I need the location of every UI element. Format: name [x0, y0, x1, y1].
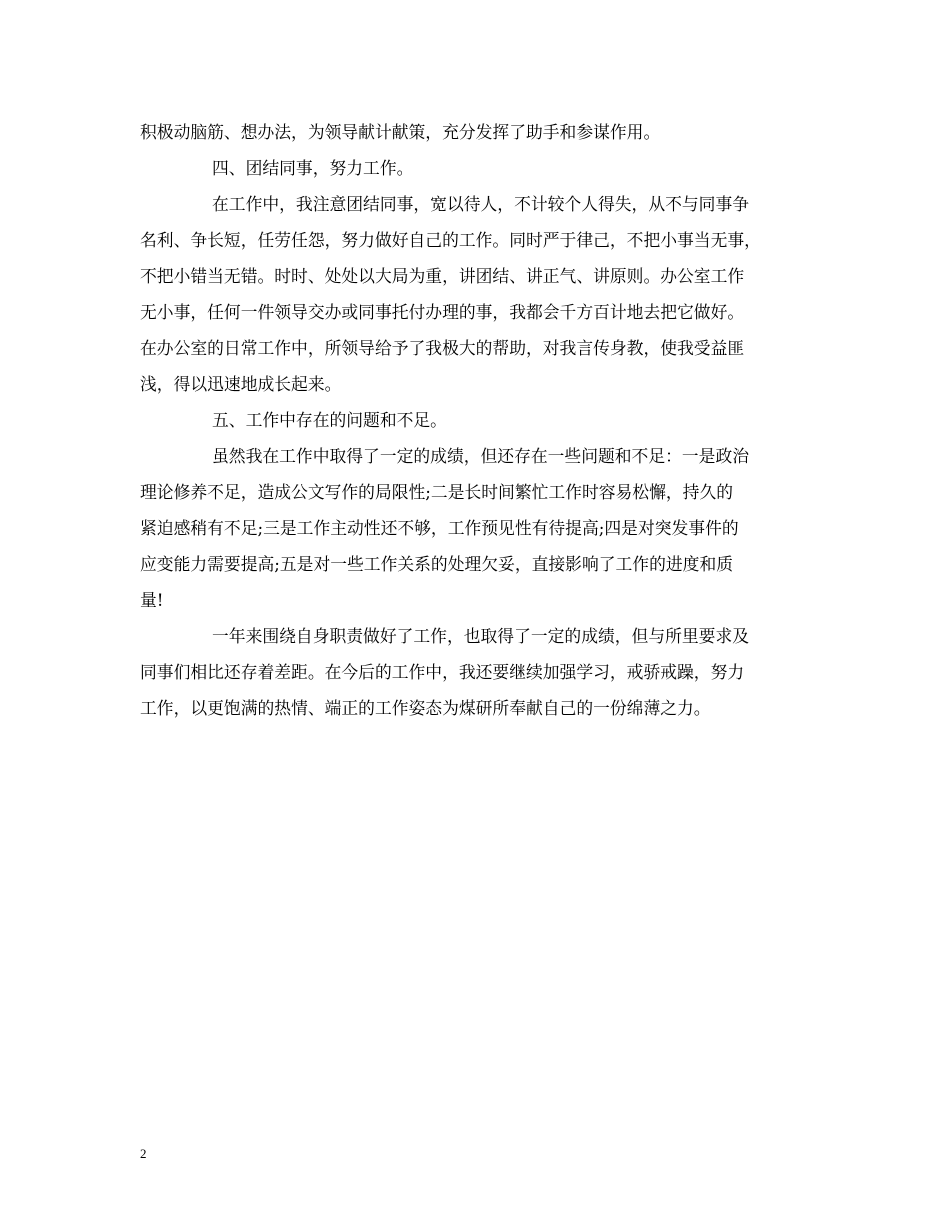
- text-line: 理论修养不足，造成公文写作的局限性;二是长时间繁忙工作时容易松懈，持久的: [140, 482, 734, 502]
- text-line: 紧迫感稍有不足;三是工作主动性还不够，工作预见性有待提高;四是对突发事件的: [140, 518, 739, 538]
- section-heading-four: 四、团结同事，努力工作。: [212, 158, 414, 178]
- section-heading-five: 五、工作中存在的问题和不足。: [212, 410, 447, 430]
- text-line: 积极动脑筋、想办法，为领导献计献策，充分发挥了助手和参谋作用。: [140, 122, 661, 142]
- text-line: 不把小错当无错。时时、处处以大局为重，讲团结、讲正气、讲原则。办公室工作: [140, 266, 745, 286]
- text-line: 工作，以更饱满的热情、端正的工作姿态为煤研所奉献自己的一份绵薄之力。: [140, 698, 711, 718]
- text-line: 无小事，任何一件领导交办或同事托付办理的事，我都会千方百计地去把它做好。: [140, 302, 745, 322]
- text-line: 在办公室的日常工作中，所领导给予了我极大的帮助，对我言传身教，使我受益匪: [140, 338, 745, 358]
- text-line: 名利、争长短，任劳任怨，努力做好自己的工作。同时严于律己，不把小事当无事，: [140, 230, 761, 250]
- text-line: 虽然我在工作中取得了一定的成绩，但还存在一些问题和不足：一是政治: [212, 446, 750, 466]
- text-line: 在工作中，我注意团结同事，宽以待人，不计较个人得失，从不与同事争: [212, 194, 750, 214]
- text-line: 应变能力需要提高;五是对一些工作关系的处理欠妥，直接影响了工作的进度和质: [140, 554, 734, 574]
- text-line: 一年来围绕自身职责做好了工作，也取得了一定的成绩，但与所里要求及: [212, 626, 750, 646]
- text-line: 同事们相比还存着差距。在今后的工作中，我还要继续加强学习，戒骄戒躁，努力: [140, 662, 745, 682]
- page-number: 2: [140, 1146, 147, 1161]
- document-body: [140, 114, 812, 726]
- text-line: 浅，得以迅速地成长起来。: [140, 374, 342, 394]
- text-line: 量!: [140, 590, 164, 610]
